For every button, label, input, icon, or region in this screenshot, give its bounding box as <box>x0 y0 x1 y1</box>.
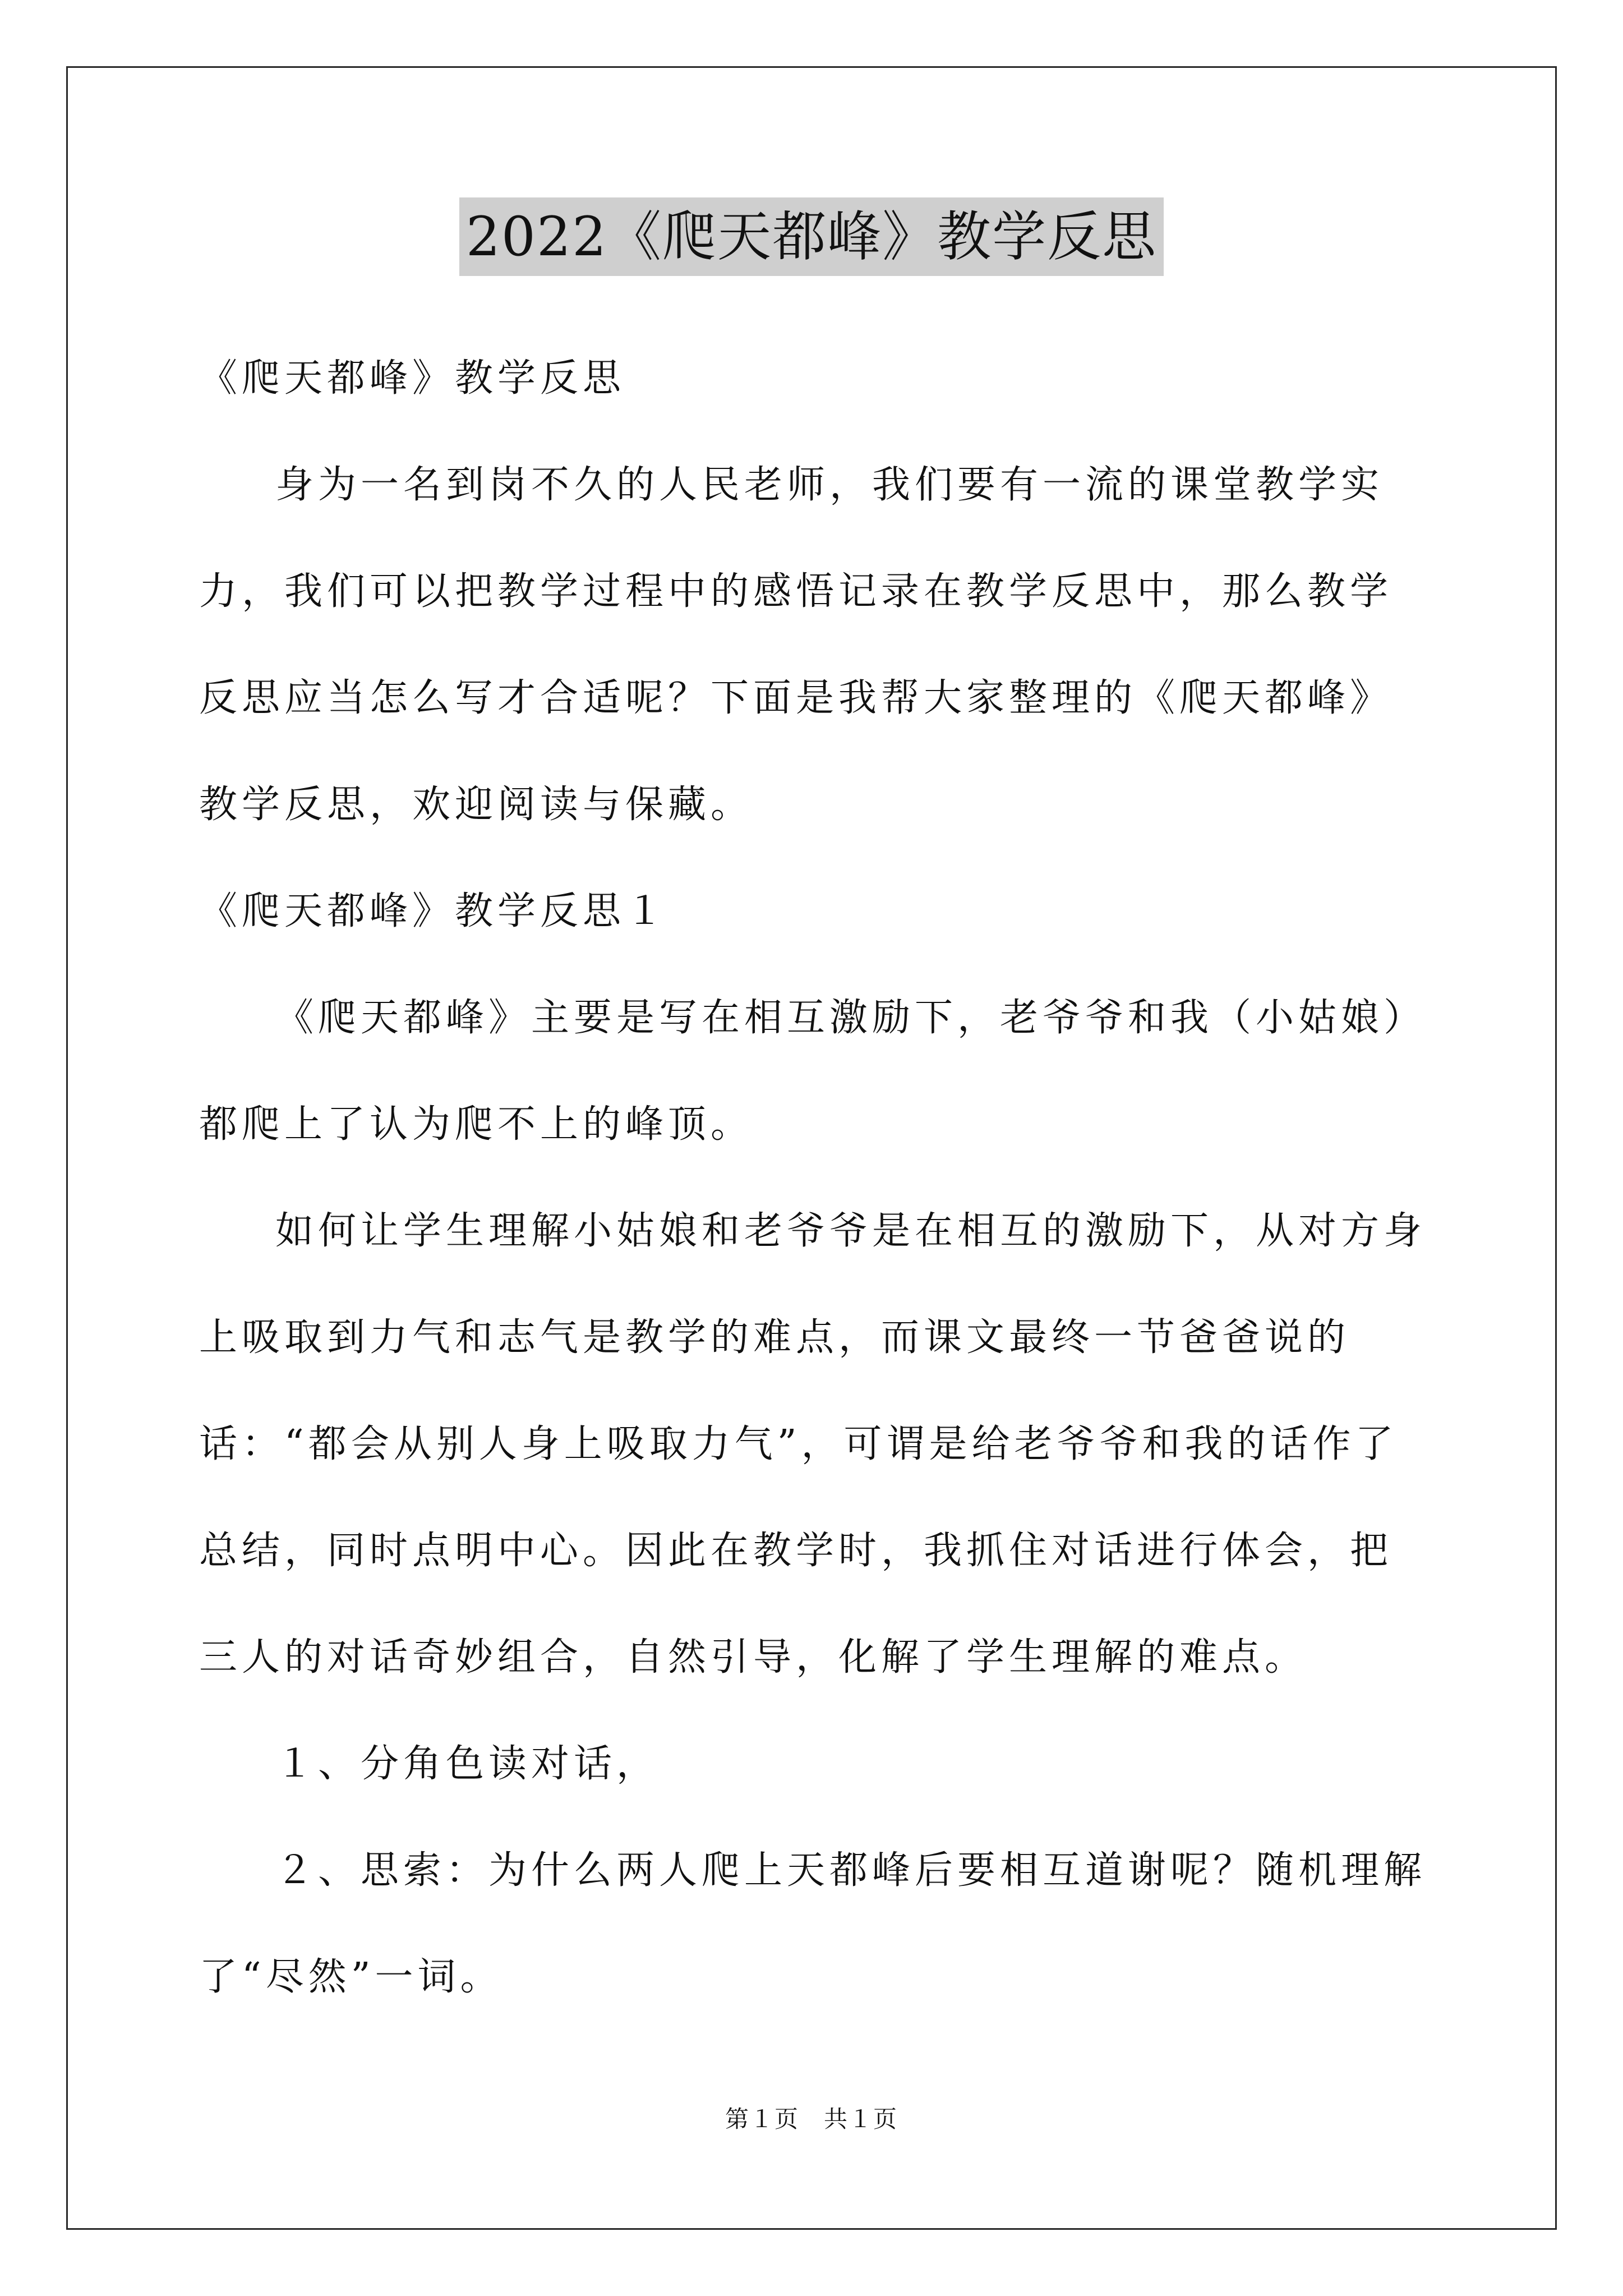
title-wrap <box>0 197 1623 276</box>
section-heading: 《爬天都峰》教学反思 <box>199 356 626 401</box>
body-paragraph-1: 《爬天都峰》主要是写在相互激励下，老爷爷和我（小姑娘）都爬上了认为爬不上的峰顶。 <box>199 996 1427 1147</box>
intro-paragraph: 身为一名到岗不久的人民老师，我们要有一流的课堂教学实力，我们可以把教学过程中的感悟记录在教学反思中，那么教学反思应当怎么写才合适呢？下面是我帮大家整理的《爬天都峰》教学反思，欢迎阅读与保藏。 <box>199 463 1393 827</box>
document-title: 2022《爬天都峰》教学反思 <box>459 197 1164 276</box>
list-item-2: ２、思索：为什么两人爬上天都峰后要相互道谢呢？随机理解了“尽然”一词。 <box>199 1848 1427 1999</box>
list-item-1: １、分角色读对话， <box>275 1742 660 1786</box>
body-paragraph-2: 如何让学生理解小姑娘和老爷爷是在相互的激励下，从对方身上吸取到力气和志气是教学的难点，而课文最终一节爸爸说的话：“都会从别人身上吸取力气”，可谓是给老爷爷和我的话作了总结，同时点明中心。因此在教学时，我抓住对话进行体会，把三人的对话奇妙组合，自然引导，化解了学生理解的难点。 <box>199 1209 1427 1680</box>
section-heading-1: 《爬天都峰》教学反思１ <box>199 889 668 933</box>
page-footer: 第１页 共１页 <box>725 2105 898 2133</box>
